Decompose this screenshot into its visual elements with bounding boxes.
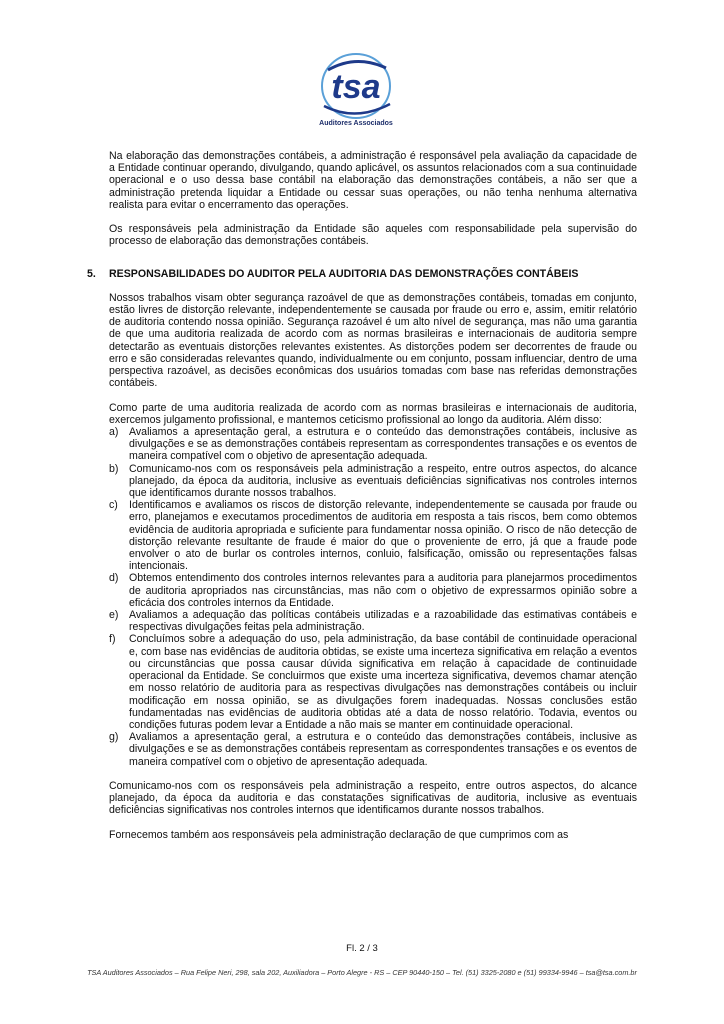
section-number: 5. bbox=[87, 267, 96, 280]
section-title: RESPONSABILIDADES DO AUDITOR PELA AUDITORIA DAS DEMONSTRAÇÕES CONTÁBEIS bbox=[109, 267, 579, 280]
list-item: e) Avaliamos a adequação das políticas contábeis utilizadas e a razoabilidade das estimativas contábeis e respectivas divulgações feitas pela administração. bbox=[109, 609, 637, 634]
list-item: b) Comunicamo-nos com os responsáveis pela administração a respeito, entre outros aspectos, do alcance planejado, da época da auditoria, inclusive as eventuais deficiências significativas nos controles internos que identificamos durante nossos trabalhos. bbox=[109, 462, 637, 500]
svg-text:tsa: tsa bbox=[331, 68, 381, 106]
paragraph-continuity: Na elaboração das demonstrações contábeis, a administração é responsável pela avaliação da capacidade de a Entidade continuar operando, divulgando, quando aplicável, os assuntos relacionados com a sua continuidade operacional e o uso dessa base contábil na elaboração das demonstrações contábeis, a não ser que a administração pretenda liquidar a Entidade ou cessar suas operações, ou não tenha nenhuma alternativa realista para evitar o encerramento das operações. bbox=[109, 150, 637, 211]
list-item: f) Concluímos sobre a adequação do uso, pela administração, da base contábil de continuidade operacional e, com base nas evidências de auditoria obtidas, se existe uma incerteza significativa em relação a eventos ou circunstâncias que possa causar dúvida significativa em relação à capacidade de continuidade operacional da Entidade. Se concluirmos que existe uma incerteza significativa, devemos chamar atenção em nosso relatório de auditoria para as respectivas divulgações nas demonstrações contábeis ou incluir modificação em nossa opinião, se as divulgações forem inadequadas. Nossas conclusões estão fundamentadas nas evidências de auditoria obtidas até a data de nosso relatório. Todavia, eventos ou condições futuras podem levar a Entidade a não mais se manter em continuidade operacional. bbox=[109, 633, 637, 731]
section-heading bbox=[87, 268, 637, 280]
page-footer: TSA Auditores Associados – Rua Felipe Neri, 298, sala 202, Auxiliadora – Porto Alegre - RS – CEP 90440-150 – Tel. (51) 3325-2080 e (51) 99334-9946 – tsa@tsa.com.br bbox=[87, 968, 637, 977]
document-body bbox=[87, 150, 637, 853]
list-item: d) Obtemos entendimento dos controles internos relevantes para a auditoria para planejarmos procedimentos de auditoria apropriados nas circunstâncias, mas não com o objetivo de expressarmos opinião sobre a eficácia dos controles internos da Entidade. bbox=[109, 572, 637, 609]
logo-caption: Auditores Associados bbox=[319, 120, 393, 127]
page-number: Fl. 2 / 3 bbox=[346, 943, 378, 954]
paragraph-intro-list: Como parte de uma auditoria realizada de acordo com as normas brasileiras e internacionais de auditoria, exercemos julgamento profissional, e mantemos ceticismo profissional ao longo da auditoria. Além disso: bbox=[109, 401, 637, 426]
paragraph-communication: Comunicamo-nos com os responsáveis pela administração a respeito, entre outros aspectos, do alcance planejado, da época da auditoria e das constatações significativas de auditoria, inclusive as eventuais deficiências significativas nos controles internos que identificamos durante nossos trabalhos. bbox=[109, 779, 637, 817]
paragraph-governance: Os responsáveis pela administração da Entidade são aqueles com responsabilidade pela supervisão do processo de elaboração das demonstrações contábeis. bbox=[109, 223, 637, 248]
paragraph-declaration: Fornecemos também aos responsáveis pela administração declaração de que cumprimos com as bbox=[109, 828, 569, 841]
list-item: a) Avaliamos a apresentação geral, a estrutura e o conteúdo das demonstrações contábeis, inclusive as divulgações e se as demonstrações contábeis representam as correspondentes transações e os eventos de maneira compatível com o objetivo de apresentação adequada. bbox=[109, 426, 637, 463]
list-item: g) Avaliamos a apresentação geral, a estrutura e o conteúdo das demonstrações contábeis, inclusive as divulgações e se as demonstrações contábeis representam as correspondentes transações e os eventos de maneira compatível com o objetivo de apresentação adequada. bbox=[109, 731, 637, 768]
auditor-responsibilities-list bbox=[109, 426, 637, 768]
paragraph-objectives: Nossos trabalhos visam obter segurança razoável de que as demonstrações contábeis, tomadas em conjunto, estão livres de distorção relevante, independentemente se causada por fraude ou erro e, assim, emitir relatório de auditoria contendo nossa opinião. Segurança razoável é um alto nível de segurança, mas não uma garantia de que uma auditoria realizada de acordo com as normas brasileiras e internacionais de auditoria sempre detectarão as eventuais distorções relevantes existentes. As distorções podem ser decorrentes de fraude ou erro e são consideradas relevantes quando, individualmente ou em conjunto, possam influenciar, dentro de uma perspectiva razoável, as decisões econômicas dos usuários tomadas com base nas referidas demonstrações contábeis. bbox=[109, 291, 637, 390]
list-item: c) Identificamos e avaliamos os riscos de distorção relevante, independentemente se causada por fraude ou erro, planejamos e executamos procedimentos de auditoria em resposta a tais riscos, bem como obtemos evidência de auditoria apropriada e suficiente para fundamentar nossa opinião. O risco de não detecção de distorção relevante resultante de fraude é maior do que o proveniente de erro, já que a fraude pode envolver o ato de burlar os controles internos, conluio, falsificação, omissão ou representações falsas intencionais. bbox=[109, 499, 637, 573]
